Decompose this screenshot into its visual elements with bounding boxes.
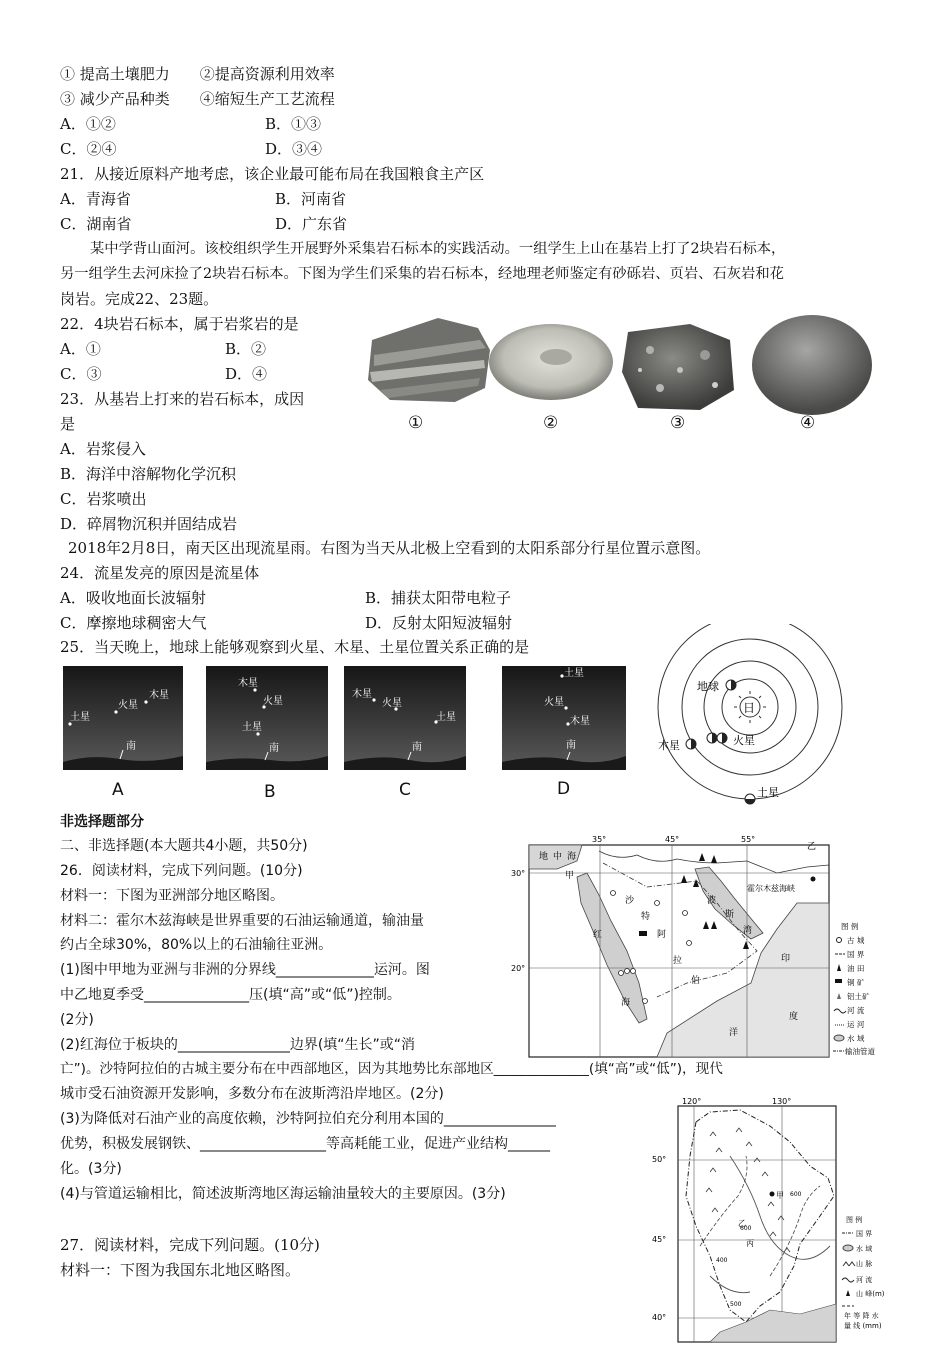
- map1-lon-55: 55°: [741, 835, 755, 844]
- q24-choice-a: A．吸收地面长波辐射: [60, 588, 206, 608]
- svg-text:海: 海: [621, 996, 630, 1008]
- q26-part3-b: 优势，积极发展钢铁、__________________等高耗能工业，促进产业结构______: [60, 1134, 550, 1154]
- q24-choice-c: C．摩擦地球稠密大气: [60, 613, 206, 633]
- q26-part1-c: (2分): [60, 1010, 94, 1030]
- sky-d-saturn: 土星: [564, 666, 584, 679]
- q26-material-2a: 材料二：霍尔木兹海峡是世界重要的石油运输通道，输油量: [60, 911, 424, 931]
- mars-label: 火星: [733, 733, 755, 747]
- q22-choice-a: A．①: [60, 339, 101, 359]
- sky-b-label: B: [264, 782, 276, 802]
- map1-legend: [833, 921, 875, 1056]
- svg-text:河 流: 河 流: [856, 1275, 872, 1284]
- svg-text:油 田: 油 田: [847, 963, 864, 973]
- q26-material-2b: 约占全球30%，80%以上的石油输往亚洲。: [60, 935, 332, 955]
- rock-specimen-3: [622, 324, 734, 410]
- svg-text:印: 印: [781, 952, 790, 964]
- rock-intro-3: 岗岩。完成22、23题。: [60, 289, 218, 309]
- svg-text:水 域: 水 域: [856, 1244, 872, 1253]
- rock-specimen-1: [368, 318, 490, 402]
- q26-part3-c: 化。(3分): [60, 1159, 122, 1179]
- earth-label: 地球: [697, 679, 719, 693]
- svg-text:图 例: 图 例: [846, 1215, 862, 1224]
- sky-panels-figure: [60, 664, 635, 804]
- q22-choice-c: C．③: [60, 364, 101, 384]
- q26-part4: (4)与管道运输相比，简述波斯湾地区海运输油量较大的主要原因。(3分): [60, 1184, 506, 1204]
- sky-b-south: 南: [269, 741, 279, 754]
- sky-c-label: C: [399, 780, 411, 800]
- rock-label-2: ②: [543, 413, 558, 433]
- q23-stem: 23．从基岩上打来的岩石标本，成因: [60, 389, 304, 409]
- map1-lat-30: 30°: [511, 869, 525, 878]
- map2-jia: 甲: [776, 1191, 784, 1200]
- q23-choice-c: C．岩浆喷出: [60, 489, 146, 509]
- rock-specimen-4: [752, 315, 872, 415]
- option-list-20b: ③ 减少产品种类 ④缩短生产工艺流程: [60, 89, 335, 109]
- svg-text:山 峰(m): 山 峰(m): [856, 1289, 885, 1298]
- q21-stem: 21．从接近原料产地考虑，该企业最可能布局在我国粮食主产区: [60, 164, 484, 184]
- q21-choice-c: C．湖南省: [60, 214, 131, 234]
- q22-stem: 22．4块岩石标本，属于岩浆岩的是: [60, 314, 299, 334]
- svg-text:沙: 沙: [625, 894, 635, 906]
- q24-choice-b: B．捕获太阳带电粒子: [365, 588, 511, 608]
- map1-hormuz: 霍尔木兹海峡: [747, 883, 795, 893]
- sky-c-south: 南: [412, 740, 422, 753]
- svg-text:水 域: 水 域: [847, 1033, 865, 1043]
- map1-lat-20: 20°: [511, 964, 525, 973]
- q23-choice-b: B．海洋中溶解物化学沉积: [60, 464, 236, 484]
- map1-yi: 乙: [807, 841, 816, 852]
- sky-d-mars: 火星: [544, 695, 564, 708]
- q22-choice-b: B．②: [225, 339, 266, 359]
- svg-text:洋: 洋: [729, 1026, 738, 1038]
- section-2-heading: 二、非选择题(本大题共4小题，共50分): [60, 836, 308, 856]
- q27-stem: 27．阅读材料，完成下列问题。(10分): [60, 1235, 320, 1255]
- svg-text:古 城: 古 城: [847, 935, 865, 945]
- svg-text:铝土矿: 铝土矿: [847, 991, 870, 1001]
- map2-contour-400: 400: [716, 1257, 728, 1264]
- map1-lon-35: 35°: [592, 835, 606, 844]
- q20-choice-a: A．①②: [60, 114, 116, 134]
- map2-lon-130: 130°: [772, 1097, 791, 1106]
- q25-stem: 25．当天晚上，地球上能够观察到火星、木星、土星位置关系正确的是: [60, 637, 529, 657]
- map2-lon-120: 120°: [682, 1097, 701, 1106]
- northeast-china-map: [650, 1096, 900, 1344]
- svg-text:地: 地: [539, 850, 548, 862]
- map1-jia: 甲: [565, 870, 574, 881]
- rock-label-3: ③: [670, 413, 685, 433]
- meteor-intro: 2018年2月8日，南天区出现流星雨。右图为当天从北极上空看到的太阳系部分行星位置示意图。: [68, 538, 710, 558]
- q20-choice-b: B．①③: [265, 114, 321, 134]
- q23-choice-a: A．岩浆侵入: [60, 439, 146, 459]
- svg-text:输油管道: 输油管道: [845, 1046, 875, 1056]
- q23-choice-d: D．碎屑物沉积并固结成岩: [60, 514, 237, 534]
- q20-choice-d: D．③④: [265, 139, 322, 159]
- sky-d-south: 南: [566, 738, 576, 751]
- rock-label-4: ④: [800, 413, 815, 433]
- sky-panel-a: [63, 666, 183, 800]
- svg-text:阿: 阿: [657, 929, 666, 940]
- section-heading: 非选择题部分: [60, 812, 144, 832]
- rock-specimens-figure: [360, 310, 892, 445]
- svg-text:山 脉: 山 脉: [856, 1259, 872, 1268]
- sky-a-mars: 火星: [118, 698, 138, 711]
- map1-lon-45: 45°: [665, 835, 679, 844]
- svg-text:图 例: 图 例: [841, 921, 859, 931]
- sky-panel-b: [206, 666, 328, 802]
- svg-text:海: 海: [567, 850, 576, 862]
- svg-text:拉: 拉: [673, 954, 682, 966]
- q26-stem: 26．阅读材料，完成下列问题。(10分): [60, 861, 303, 881]
- svg-text:中: 中: [553, 850, 562, 862]
- sky-d-jupiter: 木星: [570, 714, 590, 727]
- sky-c-mars: 火星: [382, 696, 402, 709]
- sun-label: 日: [743, 701, 755, 715]
- rock-label-1: ①: [408, 413, 423, 433]
- svg-text:斯: 斯: [725, 908, 734, 920]
- q21-choice-a: A．青海省: [60, 189, 131, 209]
- map2-lat-45: 45°: [652, 1235, 666, 1244]
- q22-choice-d: D．④: [225, 364, 267, 384]
- svg-text:湾: 湾: [743, 924, 752, 936]
- sky-a-saturn: 土星: [70, 710, 90, 723]
- q26-part3-a: (3)为降低对石油产业的高度依赖，沙特阿拉伯充分利用本国的________________: [60, 1109, 556, 1129]
- sky-a-jupiter: 木星: [149, 688, 169, 701]
- sky-b-jupiter: 木星: [238, 676, 258, 689]
- q27-material-1: 材料一：下图为我国东北地区略图。: [60, 1260, 300, 1280]
- q24-stem: 24．流星发亮的原因是流星体: [60, 563, 259, 583]
- sky-d-label: D: [557, 779, 570, 799]
- q26-part2-c: 城市受石油资源开发影响，多数分布在波斯湾沿岸地区。(2分): [60, 1084, 444, 1104]
- option-list-20a: ① 提高土壤肥力 ②提高资源利用效率: [60, 64, 335, 84]
- svg-text:红: 红: [593, 928, 602, 940]
- jupiter-label: 木星: [658, 738, 680, 752]
- solar-system-diagram: [650, 624, 850, 810]
- sky-c-saturn: 土星: [436, 710, 456, 723]
- sky-a-label: A: [112, 780, 124, 800]
- sky-panel-c: [344, 666, 466, 800]
- map2-legend: [842, 1215, 885, 1330]
- svg-text:河 流: 河 流: [847, 1005, 865, 1015]
- svg-text:波: 波: [707, 894, 716, 906]
- q21-choice-d: D．广东省: [275, 214, 347, 234]
- map2-contour-600b: 600: [790, 1191, 802, 1198]
- map2-lat-50: 50°: [652, 1155, 666, 1164]
- q26-material-1: 材料一：下图为亚洲部分地区略图。: [60, 886, 284, 906]
- sky-a-south: 南: [126, 739, 136, 752]
- q26-part2-b: 亡”)。沙特阿拉伯的古城主要分布在中西部地区，因为其地势比东部地区______________(填“高”或“低”)，现代: [60, 1059, 723, 1079]
- sky-c-jupiter: 木星: [352, 687, 372, 700]
- sky-panel-d: [502, 666, 626, 799]
- q21-choice-b: B．河南省: [275, 189, 346, 209]
- q24-choice-d: D．反射太阳短波辐射: [365, 613, 512, 633]
- svg-text:伯: 伯: [691, 974, 700, 986]
- q23-stem-cont: 是: [60, 414, 75, 434]
- svg-text:年 等 降 水: 年 等 降 水: [844, 1311, 879, 1320]
- sky-b-mars: 火星: [263, 694, 283, 707]
- saturn-label: 土星: [757, 785, 779, 799]
- svg-text:量 线 (mm): 量 线 (mm): [844, 1321, 882, 1330]
- q20-choice-c: C．②④: [60, 139, 116, 159]
- map2-bing: 丙: [746, 1239, 754, 1248]
- svg-text:度: 度: [789, 1010, 798, 1022]
- svg-text:运 河: 运 河: [847, 1020, 865, 1029]
- svg-text:国 界: 国 界: [847, 950, 865, 959]
- west-asia-map: [507, 833, 887, 1063]
- q26-part1-a: (1)图中甲地为亚洲与非洲的分界线______________运河。图: [60, 960, 430, 980]
- rock-intro-1: 某中学背山面河。该校组织学生开展野外采集岩石标本的实践活动。一组学生上山在基岩上打了2块岩石标本，: [90, 239, 785, 259]
- map2-yi: 乙: [738, 1219, 746, 1228]
- map2-lat-40: 40°: [652, 1313, 666, 1322]
- svg-text:特: 特: [641, 910, 650, 922]
- svg-text:铜 矿: 铜 矿: [847, 977, 865, 987]
- svg-text:国 界: 国 界: [856, 1229, 872, 1238]
- q26-part1-b: 中乙地夏季受_______________压(填“高”或“低”)控制。: [60, 985, 401, 1005]
- sky-b-saturn: 土星: [242, 720, 262, 733]
- q26-part2-a: (2)红海位于板块的________________边界(填“生长”或“消: [60, 1035, 415, 1055]
- map2-contour-600: 600: [740, 1225, 752, 1232]
- map2-contour-500: 500: [730, 1301, 742, 1308]
- rock-intro-2: 另一组学生去河床捡了2块岩石标本。下图为学生们采集的岩石标本，经地理老师鉴定有砂砾岩、页岩、石灰岩和花: [60, 264, 784, 284]
